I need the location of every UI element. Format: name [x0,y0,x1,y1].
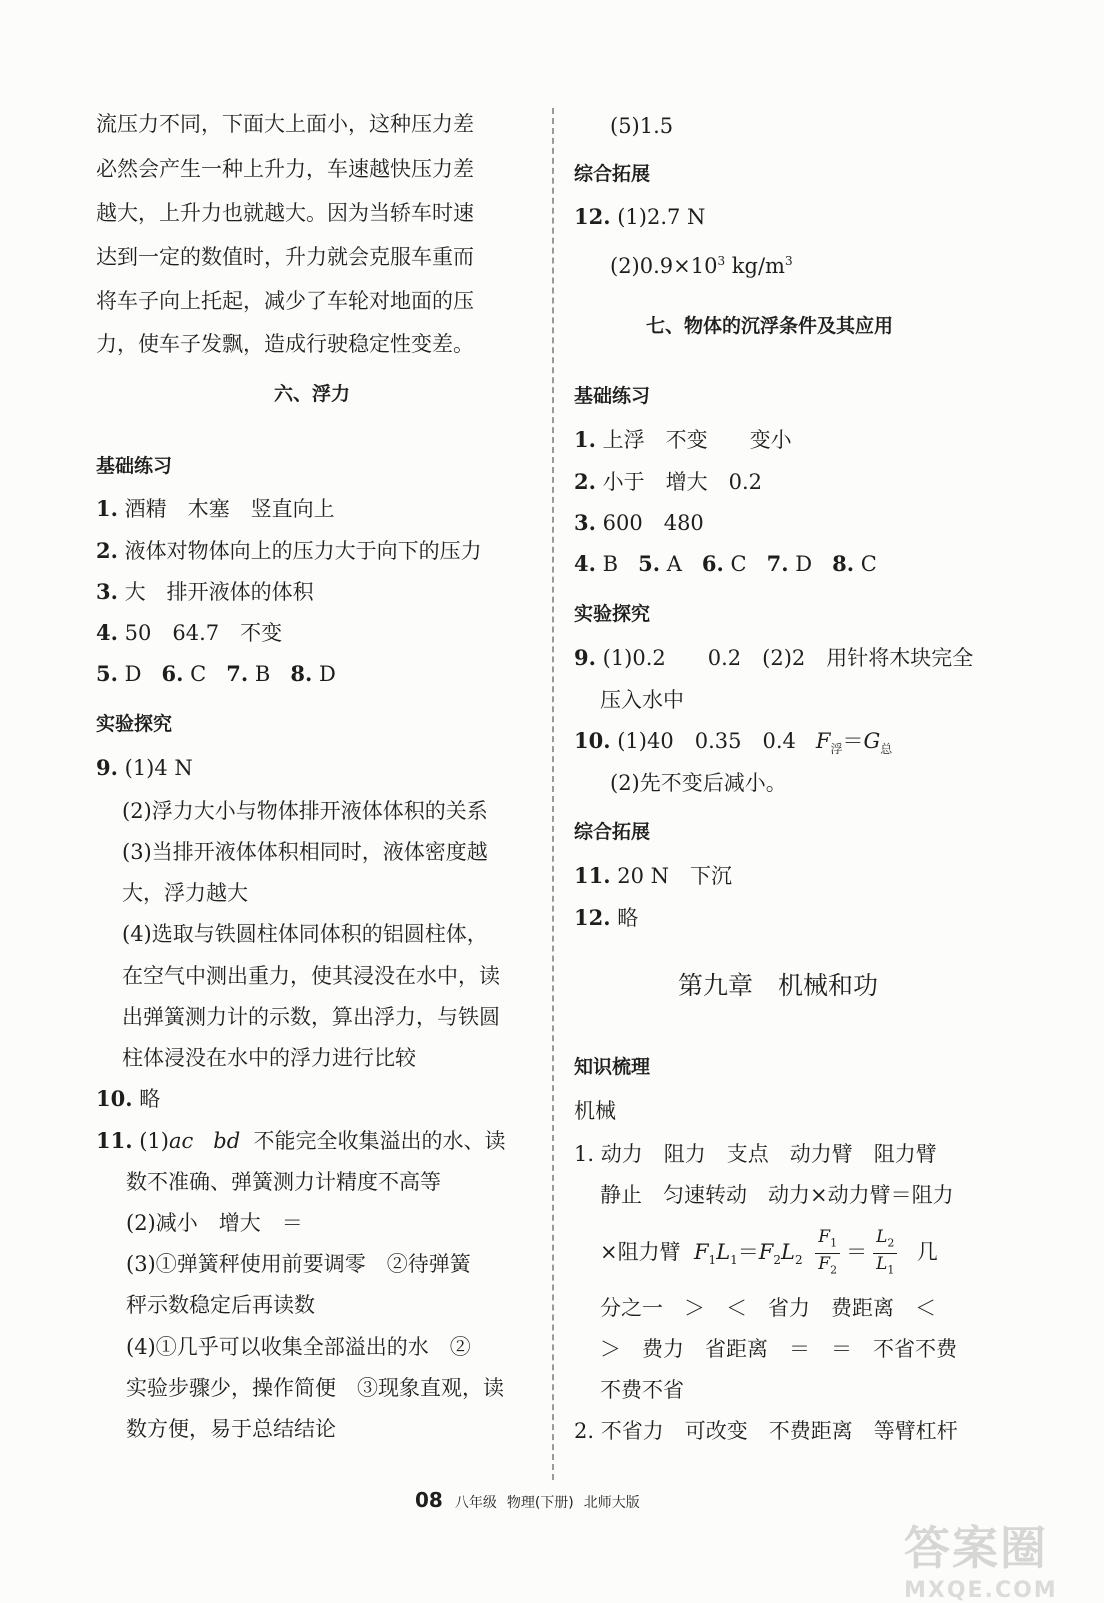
section-title: 七、物体的沉浮条件及其应用 [646,315,894,337]
answer-line: 不费不省 [600,1378,684,1402]
subsection-heading: 知识梳理 [574,1056,651,1078]
text-line: 必然会产生一种上升力，车速越快压力差 [96,157,474,181]
page-footer [415,1488,650,1512]
subject-label: 物理(下册) [506,1495,574,1511]
section-title: 六、浮力 [274,383,351,405]
answer-line: 1. 动力 阻力 支点 动力臂 阻力臂 [574,1142,937,1166]
answer-line: 10. 略 [96,1086,161,1111]
answer-line: (4)选取与铁圆柱体同体积的铝圆柱体， [122,922,488,946]
page-number: 08 [415,1488,443,1512]
answer-line: 分之一 ＞ ＜ 省力 费距离 ＜ [600,1296,936,1320]
text-line: 力，使车子发飘，造成行驶稳定性变差。 [96,332,474,356]
fraction-f1-f2: $\frac{F_1}{F_2}$ [815,1227,840,1281]
watermark-logo: 答案圈 MXQE.COM [904,1521,1058,1603]
column-divider [552,108,554,1480]
answer-line: 9. (1)4 N [96,755,193,780]
answer-line: 秤示数稳定后再读数 [126,1293,315,1317]
text-line: 机械 [574,1099,616,1123]
answer-line: 9. (1)0.2 0.2 (2)2 用针将木块完全 [574,645,974,670]
answer-line: 数方便，易于总结结论 [126,1417,336,1441]
grade-label: 八年级 [454,1495,497,1511]
answer-line: 12. (1)2.7 N [574,204,706,229]
text-line: 将车子向上托起，减少了车轮对地面的压 [96,289,474,313]
answer-line: (3)①弹簧秤使用前要调零 ②待弹簧 [126,1252,471,1276]
answer-line: 3. 600 480 [574,510,704,535]
answer-line: (2)先不变后减小。 [610,771,787,795]
subsection-heading: 基础练习 [96,455,173,477]
text-line: 达到一定的数值时，升力就会克服车重而 [96,245,474,269]
edition-label: 北师大版 [583,1495,640,1511]
answer-line: 在空气中测出重力，使其浸没在水中，读 [122,964,500,988]
answer-line: (3)当排开液体体积相同时，液体密度越 [122,840,488,864]
answer-line: 压入水中 [600,688,684,712]
answer-line: 10. (1)40 0.35 0.4 $F_浮=G_总$ [574,728,893,757]
answer-line: 12. 略 [574,905,639,930]
answer-line: 5. D 6. C 7. B 8. D [96,661,336,686]
answer-line: (4)①几乎可以收集全部溢出的水 ② [126,1335,471,1359]
answer-line: 出弹簧测力计的示数，算出浮力，与铁圆 [122,1005,500,1029]
subsection-heading: 综合拓展 [574,163,651,185]
answer-line: 数不准确、弹簧测力计精度不高等 [126,1170,441,1194]
answer-line: 4. B 5. A 6. C 7. D 8. C [574,551,877,576]
answer-line: 2. 液体对物体向上的压力大于向下的压力 [96,538,482,563]
answer-line: 1. 上浮 不变 变小 [574,427,792,452]
text-line: 流压力不同，下面大上面小，这种压力差 [96,112,474,136]
subsection-heading: 综合拓展 [574,821,651,843]
answer-line: 3. 大 排开液体的体积 [96,579,314,604]
fraction-l2-l1: $\frac{L_2}{L_1}$ [873,1227,897,1281]
answer-line: 11. 20 N 下沉 [574,863,733,888]
answer-line: 柱体浸没在水中的浮力进行比较 [122,1046,416,1070]
answer-line: 1. 酒精 木塞 竖直向上 [96,496,335,521]
answer-line: (2)浮力大小与物体排开液体体积的关系 [122,799,488,823]
answer-line: (2)减小 增大 ＝ [126,1211,303,1235]
answer-line: (5)1.5 [610,114,674,138]
subsection-heading: 实验探究 [574,603,651,625]
chapter-title: 第九章 机械和功 [678,971,879,1000]
text-line: 越大，上升力也就越大。因为当轿车时速 [96,201,474,225]
answer-line: 11. (1)ac bd 不能完全收集溢出的水、读 [96,1128,506,1153]
answer-line: 大，浮力越大 [122,881,248,905]
subsection-heading: 实验探究 [96,713,173,735]
formula-line: ×阻力臂 $F_1L_1=F_2L_2$ $\frac{F_1}{F_2}$ ＝ $\frac{L_2}{L_1}$ 几 [600,1222,938,1282]
answer-line: 静止 匀速转动 动力×动力臂＝阻力 [600,1183,954,1207]
answer-line: ＞ 费力 省距离 ＝ ＝ 不省不费 [600,1337,957,1361]
answer-line: $(2)0.9\times 10^3$ $kg/m^3$ [610,254,793,278]
answer-line: 4. 50 64.7 不变 [96,620,283,645]
answer-line: 实验步骤少，操作简便 ③现象直观，读 [126,1376,504,1400]
subsection-heading: 基础练习 [574,385,651,407]
answer-line: 2. 小于 增大 0.2 [574,469,763,494]
answer-line: 2. 不省力 可改变 不费距离 等臂杠杆 [574,1419,958,1443]
